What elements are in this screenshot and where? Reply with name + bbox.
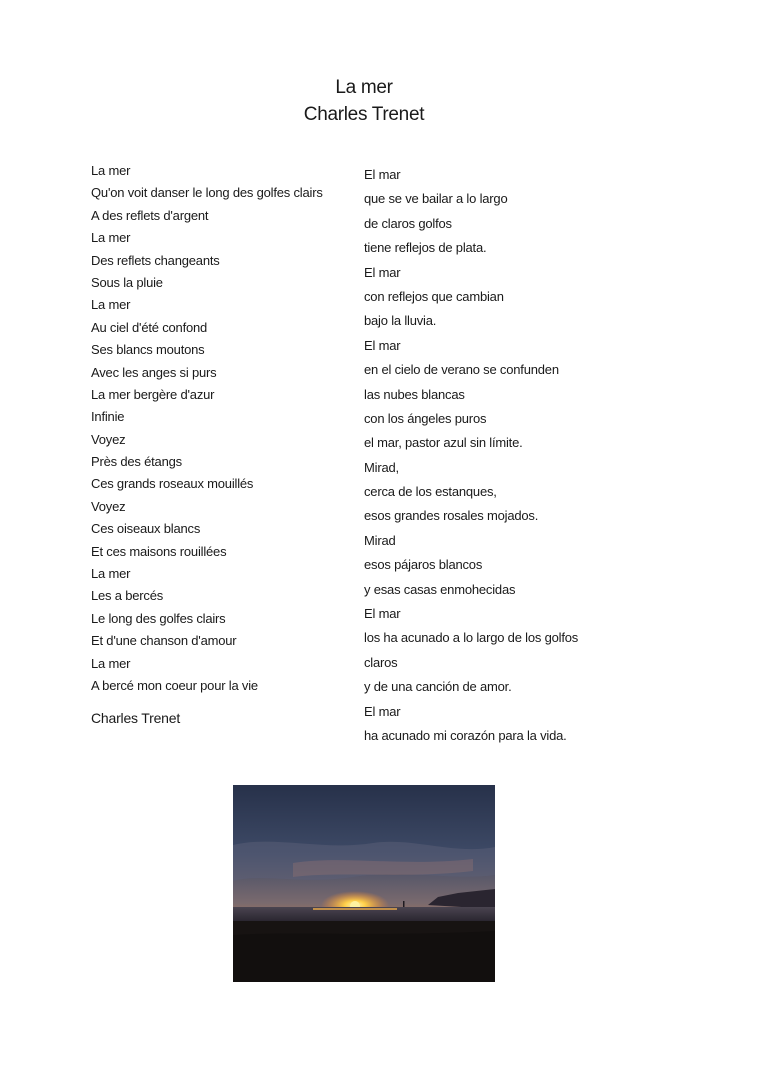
spanish-lyric-line: El mar — [364, 703, 401, 719]
french-lyric-line: La mer — [91, 163, 131, 178]
french-lyric-line: Sous la pluie — [91, 274, 163, 290]
poem-author-heading: Charles Trenet — [303, 104, 425, 125]
french-lyric-line: La mer — [91, 566, 131, 582]
french-lyric-line: Voyez — [91, 498, 126, 514]
spanish-lyric-line: El mar — [364, 337, 401, 353]
spanish-lyric-line: claros — [364, 654, 398, 670]
spanish-lyric-line: bajo la lluvia. — [364, 313, 437, 329]
spanish-lyrics — [364, 163, 578, 748]
spanish-lyric-line: esos grandes rosales mojados. — [364, 508, 539, 524]
spanish-lyric-line: El mar — [364, 167, 401, 182]
spanish-lyric-line: ha acunado mi corazón para la vida. — [364, 727, 567, 743]
french-lyrics — [91, 160, 323, 697]
french-lyric-line: Ces oiseaux blancs — [91, 521, 201, 537]
french-lyric-line: Infinie — [91, 409, 125, 425]
french-lyric-line: Et d'une chanson d'amour — [91, 633, 237, 649]
spanish-lyrics-column — [364, 163, 578, 748]
french-lyric-line: Le long des golfes clairs — [91, 610, 226, 626]
french-lyric-line: Les a bercés — [91, 588, 164, 604]
french-lyric-line: Près des étangs — [91, 454, 182, 470]
spanish-lyric-line: esos pájaros blancos — [364, 557, 483, 573]
spanish-lyric-line: en el cielo de verano se confunden — [364, 362, 559, 378]
french-lyric-line: Qu'on voit danser le long des golfes clairs — [91, 185, 323, 201]
poem-title: La mer — [335, 77, 393, 98]
spanish-lyric-line: y esas casas enmohecidas — [364, 581, 516, 597]
french-lyric-line: Ces grands roseaux mouillés — [91, 476, 254, 492]
french-lyric-line: La mer — [91, 655, 131, 671]
french-lyric-line: Au ciel d'été confond — [91, 319, 208, 335]
spanish-lyric-line: y de una canción de amor. — [364, 679, 512, 695]
spanish-lyric-line: tiene reflejos de plata. — [364, 240, 487, 256]
spanish-lyric-line: de claros golfos — [364, 215, 452, 231]
spanish-lyric-line: con los ángeles puros — [364, 410, 487, 426]
french-lyric-line: La mer — [91, 297, 131, 313]
french-lyric-line: La mer — [91, 230, 131, 246]
french-lyric-line: Des reflets changeants — [91, 252, 220, 268]
spanish-lyric-line: Mirad — [364, 532, 396, 548]
french-author-signature: Charles Trenet — [91, 710, 181, 727]
french-lyric-line: A des reflets d'argent — [91, 207, 209, 223]
sunset-photo — [233, 785, 495, 982]
french-lyric-line: Voyez — [91, 431, 126, 447]
spanish-lyric-line: con reflejos que cambian — [364, 288, 504, 304]
spanish-lyric-line: que se ve bailar a lo largo — [364, 191, 508, 207]
title-block — [0, 74, 728, 128]
spanish-lyric-line: Mirad, — [364, 459, 399, 475]
french-lyric-line: Avec les anges si purs — [91, 364, 217, 380]
french-lyric-line: A bercé mon coeur pour la vie — [91, 677, 258, 693]
french-lyric-line: Et ces maisons rouillées — [91, 543, 227, 559]
spanish-lyric-line: El mar — [364, 264, 401, 280]
french-lyric-line: Ses blancs moutons — [91, 342, 205, 358]
spanish-lyric-line: el mar, pastor azul sin límite. — [364, 435, 523, 451]
french-lyric-line: La mer bergère d'azur — [91, 386, 215, 402]
spanish-lyric-line: los ha acunado a lo largo de los golfos — [364, 630, 579, 646]
spanish-lyric-line: El mar — [364, 606, 401, 622]
spanish-lyric-line: las nubes blancas — [364, 386, 465, 402]
french-lyrics-column — [91, 160, 323, 729]
spanish-lyric-line: cerca de los estanques, — [364, 484, 497, 500]
